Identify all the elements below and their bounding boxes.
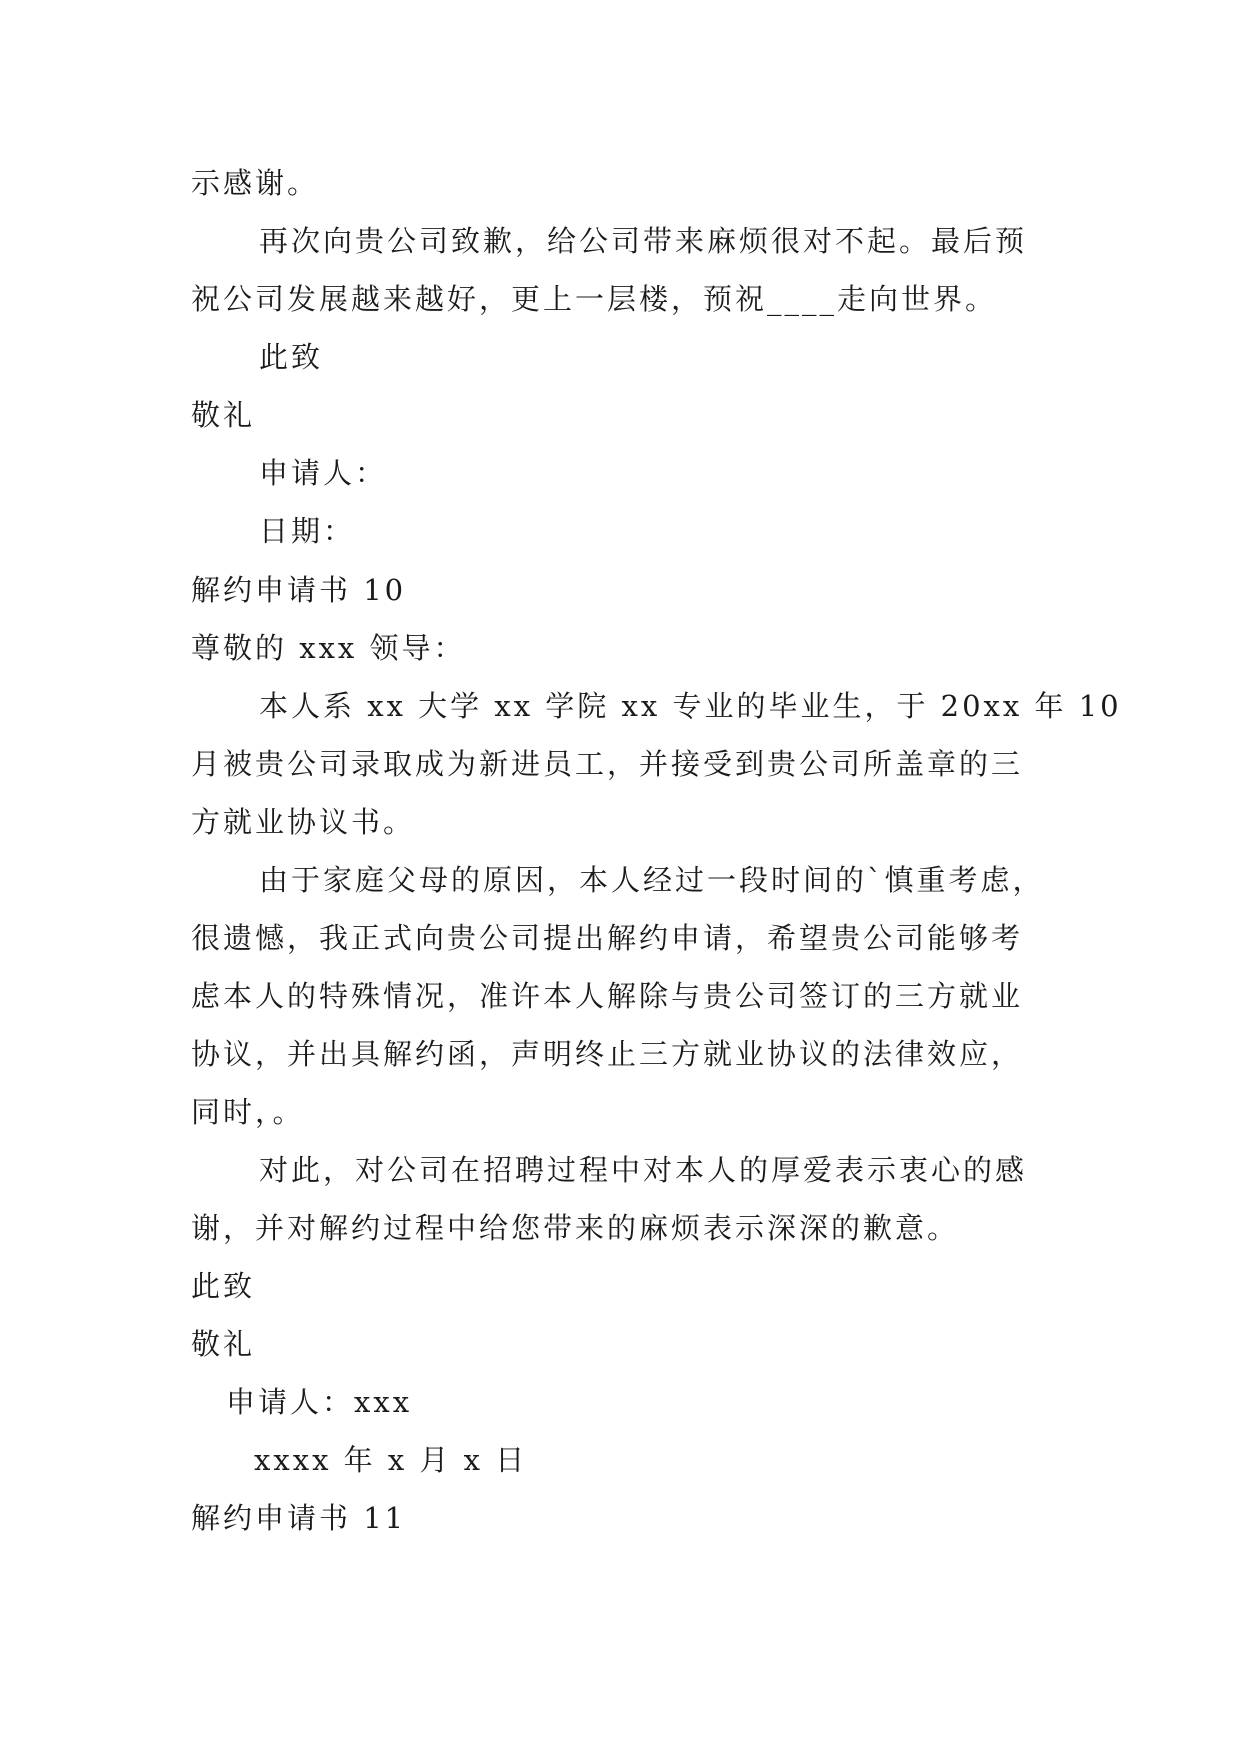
text-line: 示感谢。 <box>191 166 320 200</box>
text-line: 方就业协议书。 <box>191 805 416 839</box>
signature-date: xxxx 年 x 月 x 日 <box>254 1443 528 1477</box>
text-line: 本人系 xx 大学 xx 学院 xx 专业的毕业生，于 20xx 年 10 <box>259 689 1122 723</box>
text-line: 很遗憾，我正式向贵公司提出解约申请，希望贵公司能够考 <box>191 921 1024 955</box>
text-line: 此致 <box>191 1269 256 1303</box>
text-line: 谢，并对解约过程中给您带来的麻烦表示深深的歉意。 <box>191 1211 960 1245</box>
text-line: 此致 <box>259 340 324 374</box>
text-line: 由于家庭父母的原因，本人经过一段时间的`慎重考虑， <box>259 863 1045 897</box>
text-line: 对此，对公司在招聘过程中对本人的厚爱表示衷心的感 <box>259 1153 1028 1187</box>
text-line: 再次向贵公司致歉，给公司带来麻烦很对不起。最后预 <box>259 224 1028 258</box>
text-line: 祝公司发展越来越好，更上一层楼，预祝____走向世界。 <box>191 282 998 316</box>
text-line: 协议，并出具解约函，声明终止三方就业协议的法律效应， <box>191 1037 1024 1071</box>
text-line: 敬礼 <box>191 398 256 432</box>
text-line: 申请人： <box>259 456 388 490</box>
signature-applicant: 申请人：xxx <box>226 1385 413 1419</box>
text-line: 日期： <box>259 514 356 548</box>
text-line: 敬礼 <box>191 1327 256 1361</box>
salutation: 尊敬的 xxx 领导： <box>191 631 466 665</box>
section-heading: 解约申请书 11 <box>191 1501 407 1535</box>
text-line: 月被贵公司录取成为新进员工，并接受到贵公司所盖章的三 <box>191 747 1024 781</box>
text-line: 同时，。 <box>191 1095 305 1129</box>
section-heading: 解约申请书 10 <box>191 573 407 607</box>
text-line: 虑本人的特殊情况，准许本人解除与贵公司签订的三方就业 <box>191 979 1024 1013</box>
